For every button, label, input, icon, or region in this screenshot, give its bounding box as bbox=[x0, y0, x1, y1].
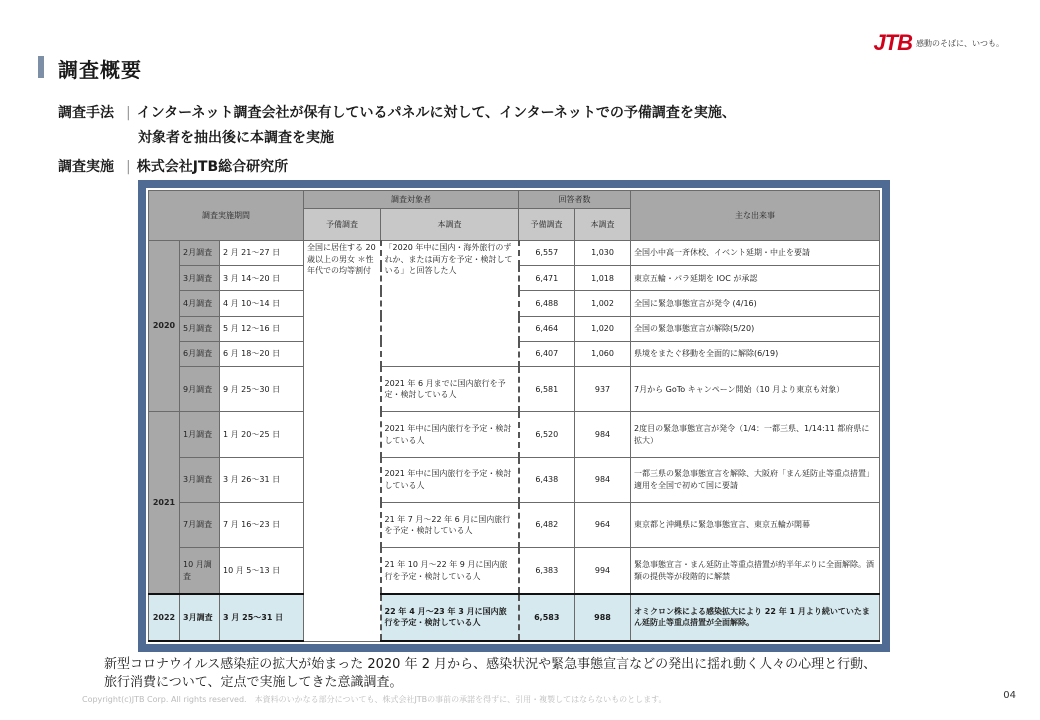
survey-table-frame bbox=[138, 180, 890, 652]
caption-line: 新型コロナウイルス感染症の拡大が始まった 2020 年 2 月から、感染状況や緊急事態宣言などの発出に揺れ動く人々の心理と行動、 bbox=[104, 657, 877, 672]
month-cell: 3月調査 bbox=[180, 266, 220, 291]
month-cell: 4月調査 bbox=[180, 291, 220, 316]
event-cell: 全国の緊急事態宣言が解除(5/20) bbox=[631, 316, 880, 341]
event-cell: 東京都と沖縄県に緊急事態宣言、東京五輪が開幕 bbox=[631, 503, 880, 548]
main-target-cell: 21 年 7 月～22 年 6 月に国内旅行を予定・検討している人 bbox=[381, 503, 519, 548]
table-row bbox=[149, 367, 880, 412]
year-cell: 2021 bbox=[149, 412, 180, 594]
dates-cell: 7 月 16～23 日 bbox=[220, 503, 304, 548]
pre-count: 6,557 bbox=[519, 241, 575, 266]
header-target-main: 本調査 bbox=[381, 209, 519, 241]
header-resp-main: 本調査 bbox=[575, 209, 631, 241]
year-cell: 2020 bbox=[149, 241, 180, 412]
page-title: 調査概要 bbox=[58, 58, 142, 82]
method-line-2: 調査実施 | 株式会社JTB総合研究所 bbox=[58, 156, 288, 176]
pre-count: 6,583 bbox=[519, 594, 575, 641]
event-cell: 緊急事態宣言・まん延防止等重点措置が約半年ぶりに全面解除。酒類の提供等が段階的に解禁 bbox=[631, 548, 880, 594]
main-count: 1,060 bbox=[575, 341, 631, 366]
month-cell: 3月調査 bbox=[180, 457, 220, 502]
dates-cell: 3 月 26～31 日 bbox=[220, 457, 304, 502]
pre-count: 6,438 bbox=[519, 457, 575, 502]
main-count: 984 bbox=[575, 412, 631, 457]
pre-count: 6,488 bbox=[519, 291, 575, 316]
dates-cell: 1 月 20～25 日 bbox=[220, 412, 304, 457]
main-count: 1,018 bbox=[575, 266, 631, 291]
main-count: 937 bbox=[575, 367, 631, 412]
dates-cell: 2 月 21～27 日 bbox=[220, 241, 304, 266]
year-cell: 2022 bbox=[149, 594, 180, 641]
survey-table bbox=[148, 190, 880, 642]
method-label: 調査手法 bbox=[58, 105, 114, 121]
header-target: 調査対象者 bbox=[304, 191, 519, 209]
logo-mark: JTB bbox=[873, 30, 912, 55]
main-count: 994 bbox=[575, 548, 631, 594]
dates-cell: 3 月 14～20 日 bbox=[220, 266, 304, 291]
month-cell: 5月調査 bbox=[180, 316, 220, 341]
copyright-notice: Copyright(c)JTB Corp. All rights reserved. 本資料のいかなる部分についても、株式会社JTBの事前の承諾を得ずに、引用・複製してはならないものとします。 bbox=[82, 695, 667, 704]
main-target-cell: 22 年 4 月～23 年 3 月に国内旅行を予定・検討している人 bbox=[381, 594, 519, 641]
table-row-2022 bbox=[149, 594, 880, 641]
pre-count: 6,464 bbox=[519, 316, 575, 341]
jtb-logo bbox=[873, 30, 1004, 56]
month-cell: 1月調査 bbox=[180, 412, 220, 457]
main-target-cell: 21 年 10 月～22 年 9 月に国内旅行を予定・検討している人 bbox=[381, 548, 519, 594]
month-cell: 2月調査 bbox=[180, 241, 220, 266]
main-count: 988 bbox=[575, 594, 631, 641]
main-count: 1,002 bbox=[575, 291, 631, 316]
table-row bbox=[149, 457, 880, 502]
pre-count: 6,520 bbox=[519, 412, 575, 457]
pre-count: 6,581 bbox=[519, 367, 575, 412]
page-number: 04 bbox=[1003, 690, 1016, 701]
pre-target-cell: 全国に居住する 20 歳以上の男女 ＊性年代での均等割付 bbox=[304, 241, 381, 642]
dates-cell: 3 月 25～31 日 bbox=[220, 594, 304, 641]
table-row bbox=[149, 503, 880, 548]
pre-count: 6,482 bbox=[519, 503, 575, 548]
table-row bbox=[149, 548, 880, 594]
main-count: 964 bbox=[575, 503, 631, 548]
main-target-cell: 2021 年中に国内旅行を予定・検討している人 bbox=[381, 457, 519, 502]
table-row bbox=[149, 412, 880, 457]
event-cell: 東京五輪・パラ延期を IOC が承認 bbox=[631, 266, 880, 291]
pre-count: 6,471 bbox=[519, 266, 575, 291]
month-cell: 6月調査 bbox=[180, 341, 220, 366]
main-count: 1,020 bbox=[575, 316, 631, 341]
dates-cell: 6 月 18～20 日 bbox=[220, 341, 304, 366]
header-target-pre: 予備調査 bbox=[304, 209, 381, 241]
event-cell: 全国に緊急事態宣言が発令 (4/16) bbox=[631, 291, 880, 316]
method-line-1b: 対象者を抽出後に本調査を実施 bbox=[138, 130, 334, 146]
pre-count: 6,383 bbox=[519, 548, 575, 594]
event-cell: 県境をまたぐ移動を全面的に解除(6/19) bbox=[631, 341, 880, 366]
event-cell: 一都三県の緊急事態宣言を解除、大阪府「まん延防止等重点措置」適用を全国で初めて国に要請 bbox=[631, 457, 880, 502]
method-line-1: 調査手法 | インターネット調査会社が保有しているパネルに対して、インターネットでの予備調査を実施、 bbox=[58, 102, 736, 122]
dates-cell: 10 月 5～13 日 bbox=[220, 548, 304, 594]
event-cell: オミクロン株による感染拡大により 22 年 1 月より続いていたまん延防止等重点措置が全面解除。 bbox=[631, 594, 880, 641]
summary-caption bbox=[104, 656, 984, 692]
table-row bbox=[149, 241, 880, 266]
method-text: インターネット調査会社が保有しているパネルに対して、インターネットでの予備調査を実施、 bbox=[136, 105, 736, 121]
main-target-cell: 2021 年 6 月までに国内旅行を予定・検討している人 bbox=[381, 367, 519, 412]
main-target-cell: 「2020 年中に国内・海外旅行のずれか、または両方を予定・検討している」と回答した人 bbox=[381, 241, 519, 367]
implementer-label: 調査実施 bbox=[58, 159, 114, 175]
header-respondents: 回答者数 bbox=[519, 191, 631, 209]
month-cell: 3月調査 bbox=[180, 594, 220, 641]
event-cell: 2度目の緊急事態宣言が発令（1/4：一都三県、1/14:11 都府県に拡大） bbox=[631, 412, 880, 457]
dates-cell: 5 月 12～16 日 bbox=[220, 316, 304, 341]
main-count: 1,030 bbox=[575, 241, 631, 266]
caption-line: 旅行消費について、定点で実施してきた意識調査。 bbox=[104, 675, 403, 690]
month-cell: 10 月調査 bbox=[180, 548, 220, 594]
header-period: 調査実施期間 bbox=[149, 191, 304, 241]
dates-cell: 4 月 10～14 日 bbox=[220, 291, 304, 316]
header-resp-pre: 予備調査 bbox=[519, 209, 575, 241]
event-cell: 全国小中高一斉休校、イベント延期・中止を要請 bbox=[631, 241, 880, 266]
header-events: 主な出来事 bbox=[631, 191, 880, 241]
implementer-text: 株式会社JTB総合研究所 bbox=[136, 159, 289, 175]
logo-tagline: 感動のそばに、いつも。 bbox=[916, 38, 1004, 48]
dates-cell: 9 月 25～30 日 bbox=[220, 367, 304, 412]
main-target-cell: 2021 年中に国内旅行を予定・検討している人 bbox=[381, 412, 519, 457]
pre-count: 6,407 bbox=[519, 341, 575, 366]
month-cell: 9月調査 bbox=[180, 367, 220, 412]
main-count: 984 bbox=[575, 457, 631, 502]
month-cell: 7月調査 bbox=[180, 503, 220, 548]
event-cell: 7月から GoTo キャンペーン開始（10 月より東京も対象） bbox=[631, 367, 880, 412]
title-accent-bar bbox=[38, 56, 44, 78]
